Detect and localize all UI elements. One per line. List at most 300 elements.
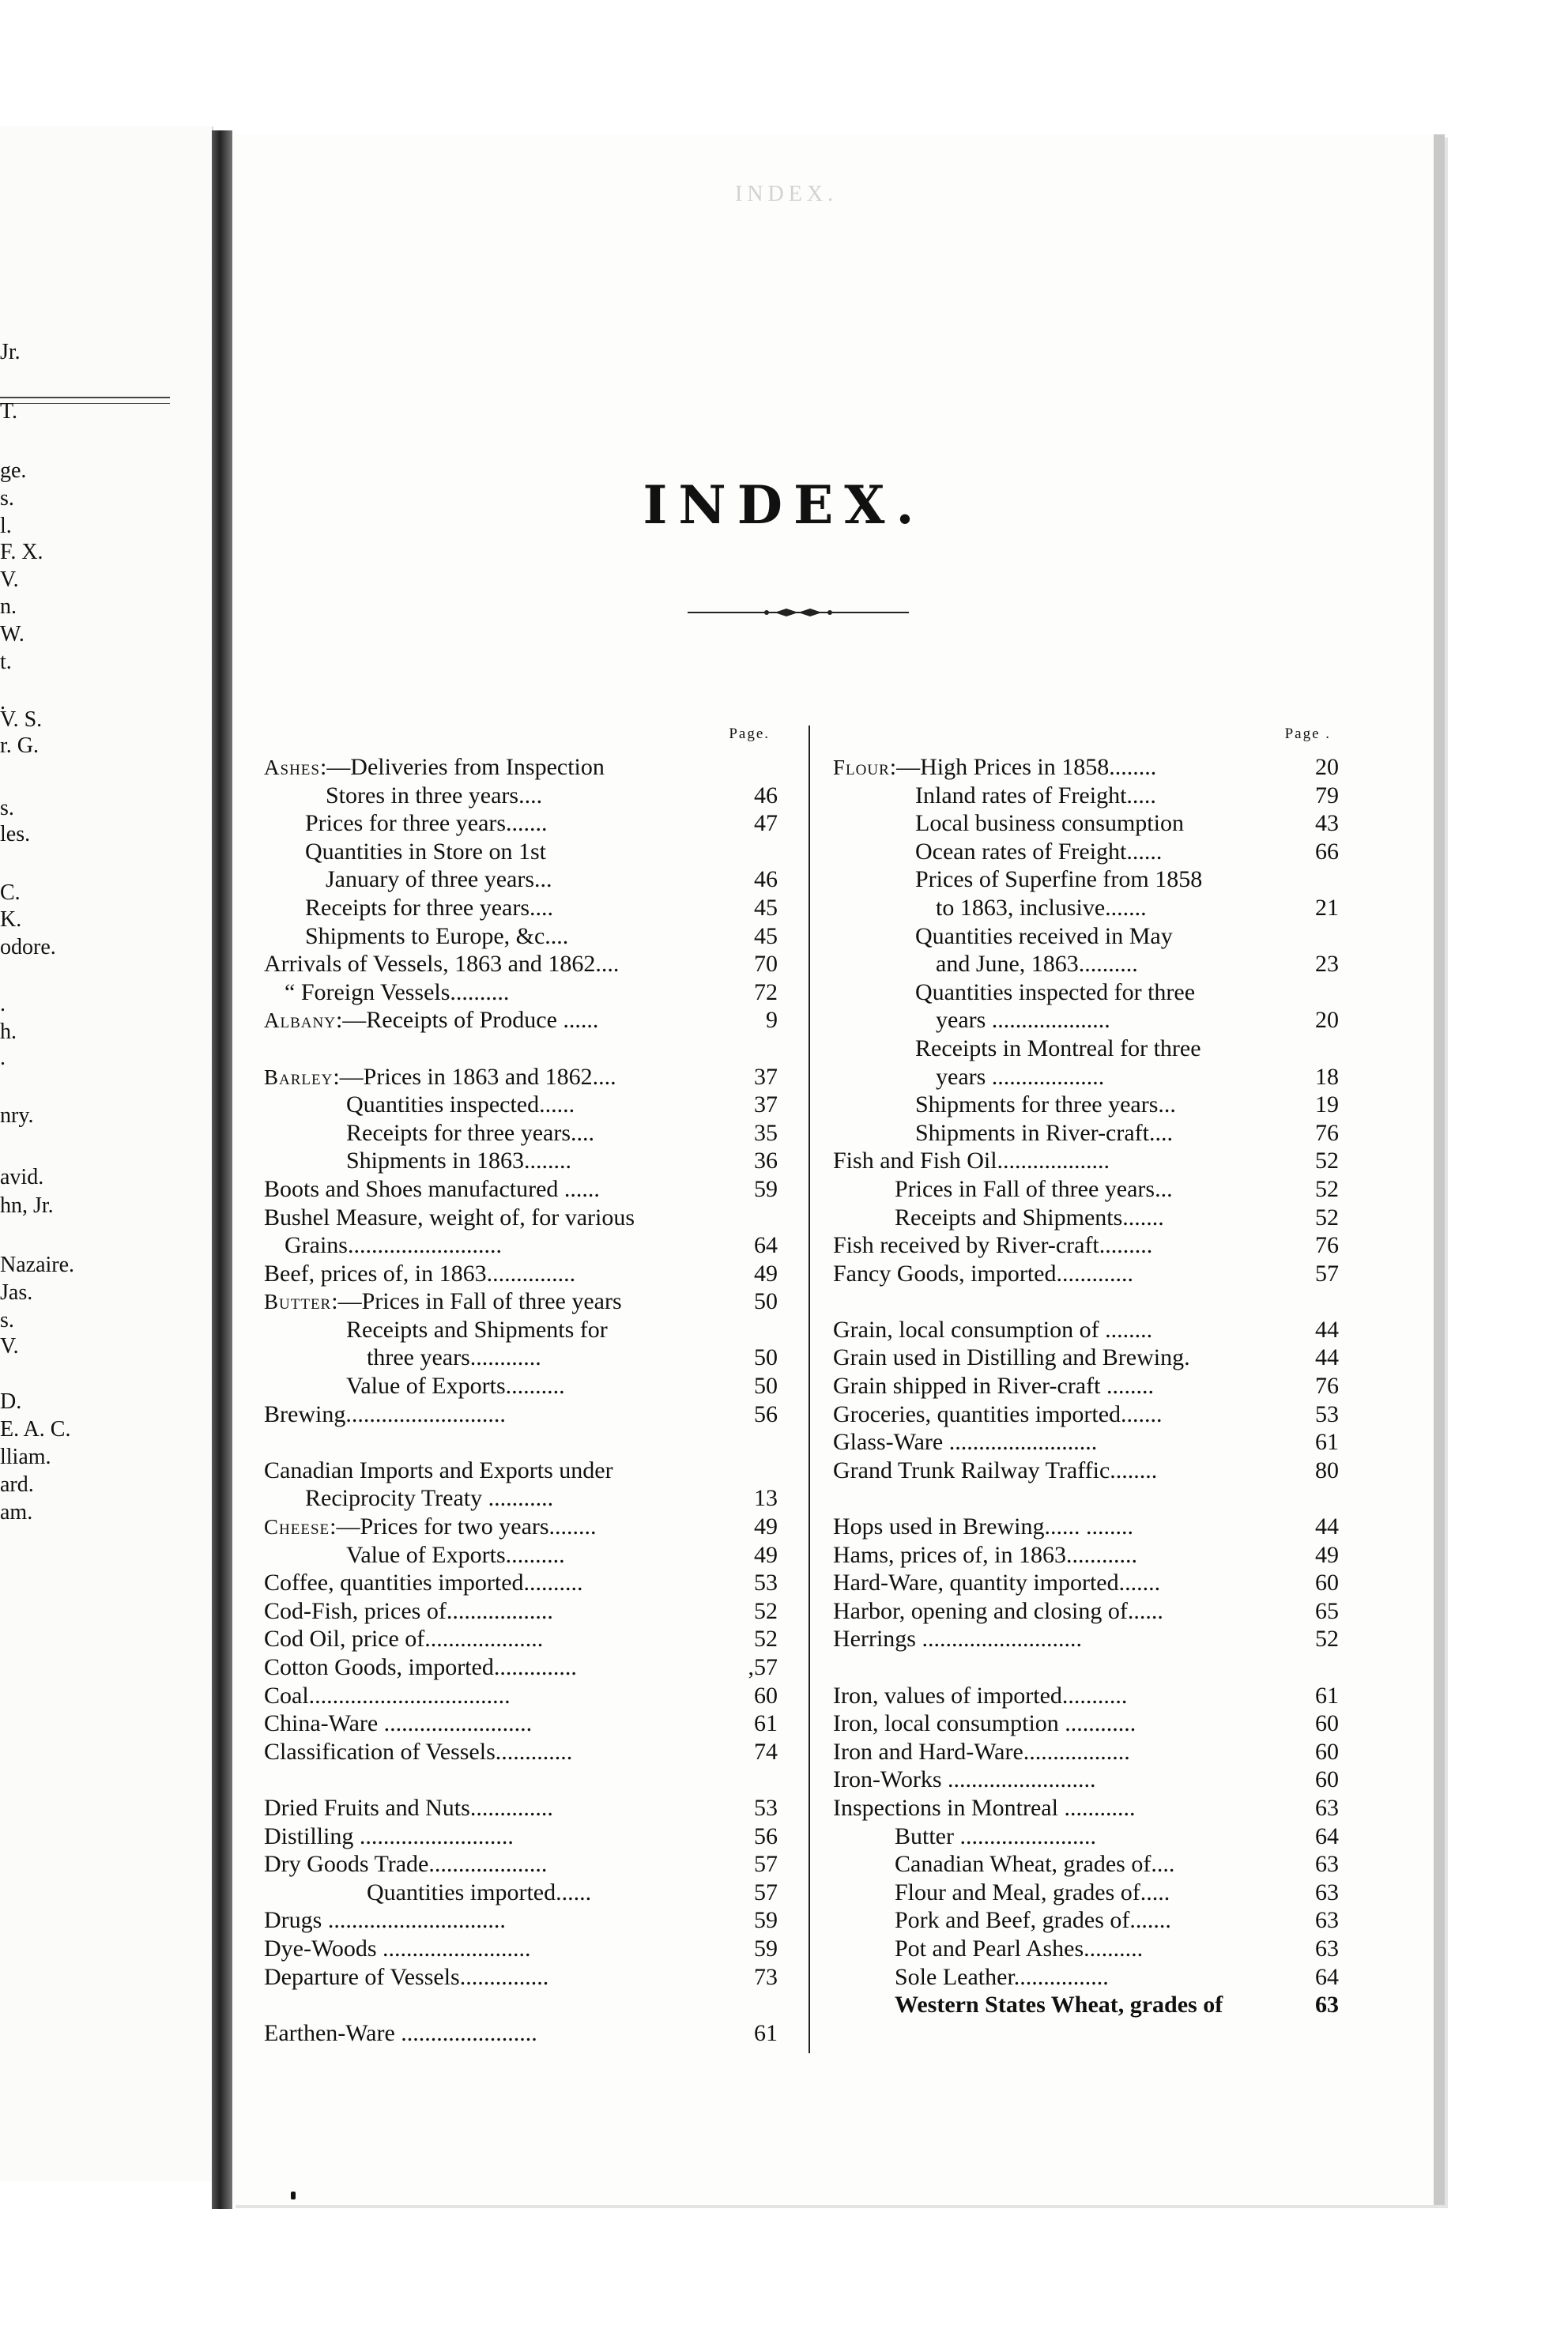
index-entry: [264, 1006, 778, 1035]
index-entry: [264, 838, 778, 866]
index-entry: [833, 1147, 1339, 1175]
index-entry-text: Quantities imported......: [367, 1879, 592, 1905]
index-entry-page: 63: [1315, 1935, 1339, 1962]
index-entry-page: 60: [1315, 1766, 1339, 1793]
index-entry-text: Ocean rates of Freight......: [915, 838, 1163, 865]
index-entry-label: [326, 865, 552, 894]
index-entry-label: [305, 838, 546, 866]
facing-page-fragment: odore.: [0, 935, 56, 959]
index-entry-key: Ashes: [264, 756, 320, 779]
index-entry-text: Reciprocity Treaty ...........: [305, 1485, 554, 1512]
index-entry-page: 64: [1315, 1963, 1339, 1990]
index-entry-page: 61: [1315, 1429, 1339, 1456]
index-entry-page: 44: [1315, 1316, 1339, 1343]
index-entry: [264, 1204, 778, 1232]
index-entry: [833, 1963, 1339, 1992]
index-entry: [833, 1625, 1339, 1653]
index-entry-page: 49: [754, 1541, 778, 1568]
index-entry-page: 56: [754, 1822, 778, 1849]
index-entry-label: [264, 1822, 514, 1851]
index-entry-page: 63: [1315, 1907, 1339, 1934]
index-entry: [833, 1457, 1339, 1485]
index-entry: [833, 1682, 1339, 1710]
index-entry-text: Shipments in 1863........: [346, 1148, 572, 1174]
index-entry-page: 76: [1315, 1232, 1339, 1259]
index-entry-label: [915, 782, 1156, 810]
index-entry-page: 52: [754, 1626, 778, 1653]
index-entry-text: :—Prices for two years........: [330, 1513, 597, 1540]
index-entry-text: Coffee, quantities imported..........: [264, 1570, 583, 1596]
index-entry-label: [264, 1850, 547, 1879]
index-entry-page: ,57: [748, 1654, 778, 1680]
facing-page-fragment: V. S.: [0, 707, 43, 732]
index-entry-text: Shipments to Europe, &c....: [305, 922, 569, 949]
index-entry-label: [936, 1063, 1104, 1091]
index-entry-label: [264, 1260, 575, 1288]
index-entry-text: Receipts and Shipments for: [346, 1316, 608, 1343]
index-entry-page: 9: [766, 1007, 778, 1034]
index-entry-page: 49: [1315, 1541, 1339, 1568]
index-entry-page: 44: [1315, 1344, 1339, 1371]
index-entry: [264, 1935, 778, 1963]
facing-page-fragment: V.: [0, 1334, 19, 1359]
index-entry: [833, 865, 1339, 894]
index-entry-page: 65: [1315, 1597, 1339, 1624]
index-entry-label: [833, 1682, 1127, 1710]
index-entry: [264, 1147, 778, 1175]
index-entry-label: [264, 1709, 532, 1738]
index-entry: [833, 753, 1339, 782]
index-entry-text: Local business consumption: [915, 810, 1184, 837]
facing-page-fragment: l.: [0, 514, 12, 538]
index-entry-page: 18: [1315, 1063, 1339, 1090]
facing-page-fragment: n.: [0, 594, 17, 619]
index-entry-page: 53: [754, 1794, 778, 1821]
index-entry-label: [895, 1850, 1174, 1879]
index-entry-text: Quantities inspected for three: [915, 978, 1196, 1005]
index-entry-page: 50: [754, 1344, 778, 1371]
index-entry: [833, 1879, 1339, 1907]
index-entry: [264, 865, 778, 894]
index-entry-text: Iron, local consumption ............: [833, 1710, 1136, 1737]
index-entry: [264, 1400, 778, 1429]
index-entry: [833, 1541, 1339, 1570]
index-entry-page: 43: [1315, 810, 1339, 837]
index-entry-text: Beef, prices of, in 1863...............: [264, 1260, 576, 1287]
index-entry-text: Canadian Wheat, grades of....: [895, 1851, 1175, 1878]
index-entry-text: Pork and Beef, grades of.......: [895, 1907, 1171, 1934]
index-entry-page: 60: [1315, 1710, 1339, 1737]
index-entry-page: 60: [1315, 1570, 1339, 1596]
index-entry-page: 79: [1315, 782, 1339, 808]
index-entry: [833, 978, 1339, 1007]
index-entry-text: Fish received by River-craft.........: [833, 1232, 1153, 1259]
index-entry-label: [326, 782, 542, 810]
index-entry-text: Hams, prices of, in 1863............: [833, 1541, 1137, 1568]
index-entry-label: [915, 838, 1162, 866]
index-entry-label: [895, 1935, 1143, 1963]
index-entry: [833, 1428, 1339, 1457]
index-entry-label: [264, 1569, 583, 1597]
index-entry-text: Grain, local consumption of ........: [833, 1316, 1153, 1343]
facing-page-fragment: t.: [0, 650, 12, 674]
index-entry-label: [264, 1006, 598, 1035]
index-entry-key: Albany: [264, 1008, 336, 1033]
index-entry-page: 64: [1315, 1822, 1339, 1849]
index-entry: [833, 1006, 1339, 1035]
index-entry-text: Iron, values of imported...........: [833, 1682, 1128, 1709]
index-entry: [264, 950, 778, 978]
index-entry-text: years ...................: [936, 1063, 1105, 1090]
index-entry-text: Receipts in Montreal for three: [915, 1035, 1201, 1061]
index-entry-label: [833, 1428, 1097, 1457]
index-entry-label: [833, 1147, 1110, 1175]
index-entry: [833, 1738, 1339, 1766]
show-through-header: INDEX.: [735, 182, 839, 206]
index-entry-label: [264, 1653, 577, 1682]
index-entry-text: Dry Goods Trade....................: [264, 1851, 548, 1878]
index-entry-text: Receipts for three years....: [305, 894, 554, 921]
index-entry-page: 35: [754, 1119, 778, 1146]
index-entry-text: Fish and Fish Oil...................: [833, 1148, 1110, 1174]
column-divider: [808, 726, 810, 2053]
index-entry-text: Iron and Hard-Ware..................: [833, 1738, 1130, 1765]
facing-page-fragment: ard.: [0, 1472, 34, 1497]
section-gap: [833, 1653, 1339, 1682]
index-entry-text: Cod-Fish, prices of..................: [264, 1597, 553, 1624]
index-entry-text: Herrings ...........................: [833, 1626, 1082, 1653]
facing-page-fragment: V.: [0, 567, 19, 592]
index-entry-label: [915, 809, 1184, 838]
index-entry-text: Inspections in Montreal ............: [833, 1794, 1136, 1821]
index-entry: [264, 2019, 778, 2048]
index-entry-page: 72: [754, 978, 778, 1005]
index-entry-label: [833, 1569, 1160, 1597]
facing-page-fragment: nry.: [0, 1103, 34, 1128]
index-entry-page: 63: [1315, 1879, 1339, 1905]
index-entry-text: Grand Trunk Railway Traffic........: [833, 1457, 1158, 1483]
index-entry-label: [264, 1963, 548, 1992]
index-entry-text: Shipments for three years...: [915, 1091, 1176, 1118]
index-entry-text: Groceries, quantities imported.......: [833, 1400, 1163, 1427]
index-entry-label: [833, 753, 1156, 782]
index-entry-page: 53: [1315, 1400, 1339, 1427]
index-entry: [833, 1850, 1339, 1879]
page-column-label: Page .: [1284, 726, 1331, 742]
index-entry-page: 61: [754, 1710, 778, 1737]
index-entry-page: 57: [1315, 1260, 1339, 1287]
index-entry-label: [264, 1597, 553, 1626]
index-entry-text: Prices of Superfine from 1858: [915, 866, 1203, 893]
index-entry-label: [833, 1709, 1136, 1738]
index-entry-page: 46: [754, 782, 778, 808]
index-entry-text: Iron-Works .........................: [833, 1766, 1096, 1793]
index-entry-label: [367, 1879, 591, 1907]
index-entry-text: Glass-Ware .........................: [833, 1429, 1098, 1456]
index-entry-text: Grain used in Distilling and Brewing.: [833, 1344, 1190, 1371]
index-entry-label: [305, 922, 568, 951]
index-entry-label: [264, 1457, 613, 1485]
index-entry: [833, 922, 1339, 951]
index-entry: [833, 1935, 1339, 1963]
index-entry-text: :—Deliveries from Inspection: [319, 754, 605, 780]
section-gap: [833, 1484, 1339, 1513]
index-entry-page: 60: [1315, 1738, 1339, 1765]
index-entry: [264, 1287, 778, 1316]
index-entry-page: 52: [1315, 1148, 1339, 1174]
index-entry-label: [833, 1766, 1096, 1794]
index-entry-page: 64: [754, 1232, 778, 1259]
facing-page-fragment: Jas.: [0, 1280, 33, 1305]
index-entry-label: [833, 1457, 1157, 1485]
facing-page-fragment: lliam.: [0, 1445, 51, 1469]
index-entry: [264, 1850, 778, 1879]
index-entry-text: Boots and Shoes manufactured ......: [264, 1175, 600, 1202]
facing-page-fragment: .: [0, 690, 6, 714]
index-entry-text: Cotton Goods, imported..............: [264, 1654, 577, 1680]
index-entry: [264, 1653, 778, 1682]
index-entry-text: Prices for three years.......: [305, 810, 548, 837]
index-entry: [833, 1513, 1339, 1541]
index-entry-label: [895, 1204, 1164, 1232]
facing-page-fragment: s.: [0, 796, 14, 820]
index-entry-page: 46: [754, 866, 778, 893]
index-entry-label: [264, 1794, 553, 1822]
book-gutter: [212, 130, 232, 2209]
index-entry-page: 52: [754, 1597, 778, 1624]
index-entry-page: 61: [1315, 1682, 1339, 1709]
index-entry-page: 49: [754, 1260, 778, 1287]
facing-page-fragment: C.: [0, 880, 21, 905]
index-entry: [264, 1569, 778, 1597]
index-entry-text: Grain shipped in River-craft ........: [833, 1373, 1154, 1400]
index-entry-text: Receipts for three years....: [346, 1119, 595, 1146]
facing-page-fragment: h.: [0, 1020, 17, 1044]
index-entry-label: [346, 1372, 565, 1400]
print-speck: [291, 2192, 296, 2199]
index-entry: [264, 1231, 778, 1260]
index-entry: [833, 1991, 1339, 2019]
index-entry: [264, 1119, 778, 1148]
index-entry-text: Hops used in Brewing...... ........: [833, 1513, 1133, 1540]
index-entry-page: 19: [1315, 1091, 1339, 1118]
index-entry-label: [346, 1541, 565, 1570]
index-entry: [264, 1344, 778, 1372]
index-entry: [833, 950, 1339, 978]
index-entry-text: Distilling ..........................: [264, 1822, 514, 1849]
facing-page-fragment: ge.: [0, 458, 27, 483]
facing-page-fragment: Jr.: [0, 340, 21, 364]
index-entry-label: [264, 1204, 635, 1232]
index-entry-page: 45: [754, 894, 778, 921]
facing-page-left: [0, 126, 213, 2181]
index-entry-page: 20: [1315, 754, 1339, 780]
index-entry-label: [346, 1147, 571, 1175]
facing-page-fragment: avid.: [0, 1165, 44, 1189]
index-entry-page: 70: [754, 951, 778, 978]
index-entry-page: 49: [754, 1513, 778, 1540]
index-entry: [264, 782, 778, 810]
index-entry-text: :—Prices in 1863 and 1862....: [333, 1063, 616, 1090]
index-entry-label: [895, 1879, 1170, 1907]
index-entry: [833, 1091, 1339, 1119]
index-entry: [833, 1119, 1339, 1148]
index-entry-page: 52: [1315, 1626, 1339, 1653]
facing-page-fragment: F. X.: [0, 540, 43, 564]
index-entry-page: 50: [754, 1288, 778, 1315]
index-entry-text: Bushel Measure, weight of, for various: [264, 1204, 635, 1231]
index-entry-key: Flour: [833, 756, 890, 779]
index-entry: [264, 809, 778, 838]
index-entry: [833, 1344, 1339, 1372]
index-entry: [833, 1035, 1339, 1063]
index-entry: [264, 1063, 778, 1091]
index-entry-text: :—Receipts of Produce ......: [335, 1007, 599, 1034]
index-entry-label: [264, 1935, 531, 1963]
page-column-label: Page.: [729, 726, 770, 742]
index-entry-text: Canadian Imports and Exports under: [264, 1457, 613, 1483]
index-entry-text: Pot and Pearl Ashes..........: [895, 1935, 1144, 1962]
index-entry-page: 44: [1315, 1513, 1339, 1540]
index-entry-key: Cheese: [264, 1515, 330, 1540]
index-entry-text: Shipments in River-craft....: [915, 1119, 1174, 1146]
section-gap: [833, 1287, 1339, 1316]
index-entry-text: Fancy Goods, imported.............: [833, 1260, 1133, 1287]
index-entry-page: 57: [754, 1879, 778, 1905]
index-entry: [833, 1231, 1339, 1260]
index-entry-text: Prices in Fall of three years...: [895, 1175, 1173, 1202]
index-entry: [264, 1372, 778, 1400]
index-entry: [264, 1091, 778, 1119]
index-entry-label: [264, 1625, 543, 1653]
index-entry-text: Cod Oil, price of....................: [264, 1626, 544, 1653]
index-entries-right: [833, 753, 1339, 2019]
index-entry-label: [915, 1119, 1173, 1148]
index-entry-label: [833, 1316, 1152, 1344]
index-entry: [833, 1204, 1339, 1232]
facing-page-fragment: .: [0, 992, 6, 1016]
index-entry-page: 56: [754, 1400, 778, 1427]
section-gap: [264, 1766, 778, 1794]
facing-page-fragment: K.: [0, 907, 22, 932]
facing-page-fragment: les.: [0, 822, 31, 846]
index-entry-text: January of three years...: [326, 866, 552, 893]
index-entry-page: 80: [1315, 1457, 1339, 1483]
index-entry-text: to 1863, inclusive.......: [936, 894, 1147, 921]
index-entry: [264, 753, 778, 782]
index-entry-page: 37: [754, 1063, 778, 1090]
index-entry-label: [833, 1625, 1082, 1653]
index-entry-text: China-Ware .........................: [264, 1710, 533, 1737]
index-entry-label: [346, 1119, 594, 1148]
index-entry-label: [346, 1316, 608, 1344]
index-entry-text: :—High Prices in 1858........: [889, 754, 1157, 780]
facing-page-fragment: D.: [0, 1389, 22, 1414]
facing-page-fragment: T.: [0, 399, 18, 424]
index-entry-label: [895, 1963, 1109, 1992]
index-entry-label: [895, 1906, 1171, 1935]
facing-page-fragment: W.: [0, 622, 24, 646]
index-entry-text: Dye-Woods .........................: [264, 1935, 531, 1962]
index-entry-text: Value of Exports..........: [346, 1541, 565, 1568]
index-entry: [833, 1063, 1339, 1091]
index-entry: [833, 1766, 1339, 1794]
index-entry: [264, 1175, 778, 1204]
index-entry-label: [264, 950, 619, 978]
index-entry-text: Grains..........................: [285, 1232, 502, 1259]
index-entry: [833, 1709, 1339, 1738]
index-entry-label: [264, 2019, 537, 2048]
index-entry: [833, 1822, 1339, 1851]
ornament-divider-icon: [688, 605, 909, 620]
index-entry-text: three years............: [367, 1344, 541, 1371]
index-entry-page: 63: [1315, 1851, 1339, 1878]
index-entry-page: 66: [1315, 838, 1339, 865]
index-entry-page: 73: [754, 1963, 778, 1990]
index-entry: [264, 894, 778, 922]
index-entry-label: [264, 1906, 506, 1935]
index-entry: [264, 1738, 778, 1766]
index-entry-label: [367, 1344, 541, 1372]
index-entry-text: :—Prices in Fall of three years: [331, 1288, 622, 1315]
index-entry-page: 47: [754, 810, 778, 837]
index-entry-label: [895, 1991, 1223, 2019]
index-entry-text: Western States Wheat, grades of: [895, 1992, 1223, 2018]
index-entry: [264, 1879, 778, 1907]
index-entry-label: [305, 894, 553, 922]
section-gap: [264, 1035, 778, 1063]
index-entry-page: 23: [1315, 951, 1339, 978]
index-entry: [264, 1316, 778, 1344]
index-entry-label: [264, 1400, 506, 1429]
index-entry-label: [833, 1231, 1152, 1260]
index-entry-page: 13: [754, 1485, 778, 1512]
index-entry-label: [915, 1091, 1176, 1119]
index-entry-text: Dried Fruits and Nuts..............: [264, 1794, 553, 1821]
index-entry: [833, 1316, 1339, 1344]
index-entry-page: 57: [754, 1851, 778, 1878]
index-entry-text: “ Foreign Vessels..........: [285, 978, 510, 1005]
index-entry-label: [264, 1063, 616, 1092]
index-entry-page: 53: [754, 1570, 778, 1596]
index-entry: [833, 782, 1339, 810]
index-entry-page: 50: [754, 1373, 778, 1400]
index-entry-label: [264, 1738, 572, 1766]
index-entry: [833, 1906, 1339, 1935]
facing-page-fragment: Nazaire.: [0, 1253, 75, 1277]
index-entry-text: Classification of Vessels.............: [264, 1738, 573, 1765]
index-entry: [264, 1625, 778, 1653]
index-entry-text: Receipts and Shipments.......: [895, 1204, 1164, 1231]
index-entry-text: Arrivals of Vessels, 1863 and 1862....: [264, 951, 620, 978]
index-entry: [264, 922, 778, 951]
index-entry: [833, 809, 1339, 838]
index-entry-label: [833, 1738, 1130, 1766]
index-entry-key: Butter: [264, 1290, 332, 1314]
index-entry-label: [915, 922, 1173, 951]
index-entry-label: [285, 1231, 502, 1260]
index-entry-text: Sole Leather................: [895, 1963, 1109, 1990]
index-entry-text: Stores in three years....: [326, 782, 543, 808]
index-entry: [264, 1260, 778, 1288]
index-entry: [264, 1484, 778, 1513]
index-entry: [264, 1794, 778, 1822]
index-entry-text: Coal..................................: [264, 1682, 511, 1709]
index-column-right: [833, 715, 1339, 2019]
section-gap: [264, 1428, 778, 1457]
index-entry-page: 59: [754, 1907, 778, 1934]
index-entry-label: [915, 978, 1195, 1007]
